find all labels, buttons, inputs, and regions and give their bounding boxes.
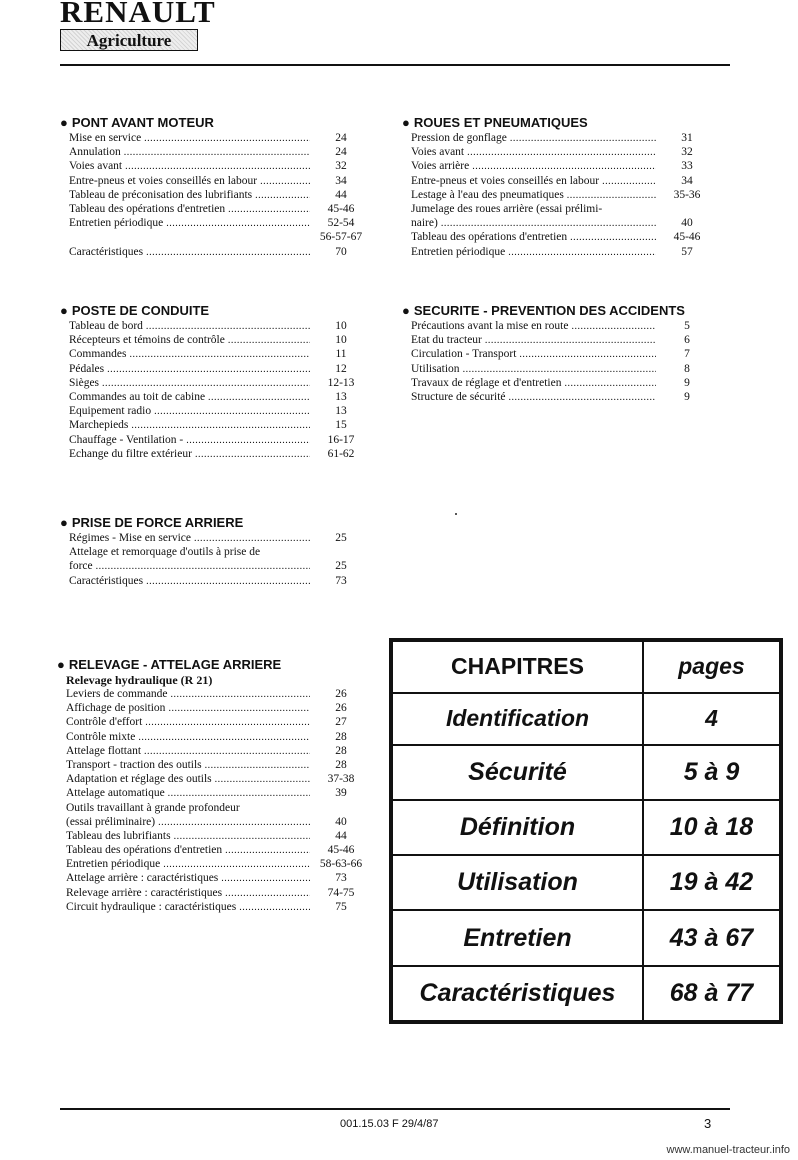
toc-row: force ..... 25 xyxy=(69,559,369,573)
doc-reference: 001.15.03 F 29/4/87 xyxy=(340,1118,439,1130)
brand-badge: Agriculture xyxy=(60,29,198,51)
section-pont-avant xyxy=(60,115,369,259)
chapter-pages: 10 à 18 xyxy=(643,800,780,855)
chapter-row xyxy=(392,800,780,855)
bullet-icon: ● xyxy=(402,115,410,130)
toc-row: Voies arrière ..... 33 xyxy=(411,159,715,173)
bullet-icon: ● xyxy=(57,657,65,672)
toc-row: (essai préliminaire) ..... 40 xyxy=(66,815,369,829)
toc-row: Voies avant ..... 32 xyxy=(411,145,715,159)
toc-row: Leviers de commande ..... 26 xyxy=(66,687,369,701)
site-watermark[interactable]: www.manuel-tracteur.info xyxy=(666,1144,790,1156)
section-title: ● PONT AVANT MOTEUR xyxy=(60,115,214,130)
chapter-row xyxy=(392,693,780,745)
chapter-row xyxy=(392,855,780,910)
toc-row: Tableau des lubrifiants ..... 44 xyxy=(66,829,369,843)
toc-row: Récepteurs et témoins de contrôle ..... 10 xyxy=(69,333,369,347)
chapters-header: CHAPITRES xyxy=(392,641,643,693)
section-title: ● PRISE DE FORCE ARRIERE xyxy=(60,515,244,530)
toc-row: Affichage de position ..... 26 xyxy=(66,701,369,715)
toc-row: Entretien périodique ..... 58-63-66 xyxy=(66,857,369,871)
bullet-icon: ● xyxy=(402,303,410,318)
toc-row: Chauffage - Ventilation - ..... 16-17 xyxy=(69,433,369,447)
chapter-name: Identification xyxy=(392,693,643,745)
chapter-name: Entretien xyxy=(392,910,643,965)
toc-row: Entre-pneus et voies conseillés en labour ..... 34 xyxy=(69,174,369,188)
header-rule xyxy=(60,64,730,66)
toc-row: Entretien périodique ..... 52-54 xyxy=(69,216,369,230)
toc-row: Pression de gonflage ..... 31 xyxy=(411,131,715,145)
toc-row: Entre-pneus et voies conseillés en labour ..... 34 xyxy=(411,174,715,188)
toc-row: Utilisation ..... 8 xyxy=(411,362,715,376)
chapters-header-row xyxy=(392,641,780,693)
toc-row: Voies avant ..... 32 xyxy=(69,159,369,173)
toc-row: Sièges ..... 12-13 xyxy=(69,376,369,390)
toc-row-label: Attelage et remorquage d'outils à prise de xyxy=(69,546,261,559)
toc-row: Circulation - Transport ..... 7 xyxy=(411,347,715,361)
bullet-icon: ● xyxy=(60,115,68,130)
toc-row: Marchepieds ..... 15 xyxy=(69,418,369,432)
toc-row-label: Jumelage des roues arrière (essai prélimi- xyxy=(411,202,603,215)
chapter-name: Caractéristiques xyxy=(392,966,643,1021)
section-prise-force xyxy=(60,515,369,588)
toc-row: Commandes ..... 11 xyxy=(69,347,369,361)
toc-row: Circuit hydraulique : caractéristiques ..... 75 xyxy=(66,900,369,914)
toc-row: Attelage arrière : caractéristiques ..... 73 xyxy=(66,871,369,885)
chapter-pages: 19 à 42 xyxy=(643,855,780,910)
toc-row: Régimes - Mise en service ..... 25 xyxy=(69,531,369,545)
chapter-row xyxy=(392,910,780,965)
toc-row: naire) ..... 40 xyxy=(411,216,715,230)
section-title: ● SECURITE - PREVENTION DES ACCIDENTS xyxy=(402,303,685,318)
toc-row-label: Outils travaillant à grande profondeur xyxy=(66,801,240,814)
section-roues xyxy=(402,115,715,259)
section-relevage xyxy=(57,657,369,914)
chapter-pages: 68 à 77 xyxy=(643,966,780,1021)
toc-row: Tableau de bord ..... 10 xyxy=(69,319,369,333)
toc-row: Transport - traction des outils ..... 28 xyxy=(66,758,369,772)
toc-row: Tableau des opérations d'entretien ..... 45-46 xyxy=(66,843,369,857)
page-number: 3 xyxy=(704,1116,712,1131)
chapter-name: Définition xyxy=(392,800,643,855)
toc-row: Pédales ..... 12 xyxy=(69,362,369,376)
chapter-pages: 4 xyxy=(643,693,780,745)
footer-rule xyxy=(60,1108,730,1110)
chapter-pages: 43 à 67 xyxy=(643,910,780,965)
toc-row: Relevage arrière : caractéristiques ..... 74-75 xyxy=(66,886,369,900)
section-title: ● ROUES ET PNEUMATIQUES xyxy=(402,115,588,130)
continuation-pages: 56-57-67 xyxy=(319,231,363,244)
toc-row: Commandes au toit de cabine ..... 13 xyxy=(69,390,369,404)
toc-row: Précautions avant la mise en route ..... 5 xyxy=(411,319,715,333)
bullet-icon: ● xyxy=(60,515,68,530)
section-securite xyxy=(402,303,715,404)
toc-row: Adaptation et réglage des outils ..... 37-38 xyxy=(66,772,369,786)
chapter-name: Utilisation xyxy=(392,855,643,910)
section-poste-conduite xyxy=(60,303,369,461)
chapters-table xyxy=(389,638,783,1024)
section-title: ● POSTE DE CONDUITE xyxy=(60,303,210,318)
toc-row: Mise en service ..... 24 xyxy=(69,131,369,145)
toc-row: Etat du tracteur ..... 6 xyxy=(411,333,715,347)
chapter-name: Sécurité xyxy=(392,745,643,800)
toc-row: Tableau des opérations d'entretien ..... 45-46 xyxy=(411,230,715,244)
toc-row: Travaux de réglage et d'entretien ..... 9 xyxy=(411,376,715,390)
toc-row: Tableau de préconisation des lubrifiants ..... 44 xyxy=(69,188,369,202)
brand-title: RENAULT xyxy=(60,0,216,29)
toc-row: Lestage à l'eau des pneumatiques ..... 35-36 xyxy=(411,188,715,202)
chapter-row xyxy=(392,966,780,1021)
chapter-row xyxy=(392,745,780,800)
toc-row: Equipement radio ..... 13 xyxy=(69,404,369,418)
toc-row: Attelage automatique ..... 39 xyxy=(66,786,369,800)
bullet-icon: ● xyxy=(60,303,68,318)
print-speck xyxy=(455,513,457,515)
section-title: ● RELEVAGE - ATTELAGE ARRIERE xyxy=(57,657,282,672)
pages-header: pages xyxy=(643,641,780,693)
section-subtitle: Relevage hydraulique (R 21) xyxy=(66,673,213,687)
toc-row: Tableau des opérations d'entretien ..... 45-46 xyxy=(69,202,369,216)
toc-row: Structure de sécurité ..... 9 xyxy=(411,390,715,404)
toc-row: Echange du filtre extérieur ..... 61-62 xyxy=(69,447,369,461)
toc-row: Contrôle mixte ..... 28 xyxy=(66,730,369,744)
toc-row: Entretien périodique ..... 57 xyxy=(411,245,715,259)
toc-row: Attelage flottant ..... 28 xyxy=(66,744,369,758)
toc-row: Annulation ..... 24 xyxy=(69,145,369,159)
chapter-pages: 5 à 9 xyxy=(643,745,780,800)
toc-row: Caractéristiques ..... 73 xyxy=(69,574,369,588)
toc-row: Contrôle d'effort ..... 27 xyxy=(66,715,369,729)
toc-row: Caractéristiques ..... 70 xyxy=(69,245,369,259)
